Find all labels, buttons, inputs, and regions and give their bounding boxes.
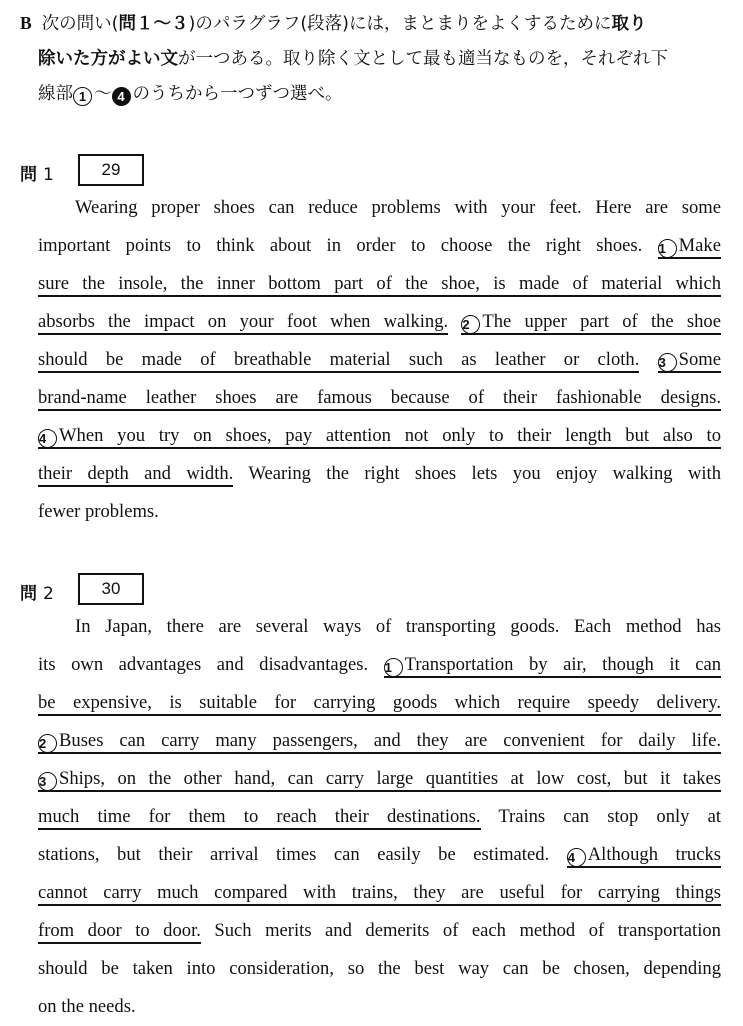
paragraph-line: In Japan, there are several ways of transporting goods. Each method has	[75, 616, 721, 637]
underlined-choice-2-start: 2 The upper part of the shoe	[461, 311, 721, 335]
answer-box-29[interactable]: 29	[78, 154, 144, 186]
paragraph-line: 2 Buses can carry many passengers, and they are convenient for daily life.	[38, 722, 721, 760]
paragraph-line: sure the insole, the inner bottom part of the shoe, is made of material which	[38, 265, 721, 303]
paragraph-line: 4 When you try on shoes, pay attention not only to their length but also to	[38, 417, 721, 455]
choice-1-marker: 1	[73, 87, 92, 106]
paragraph-line: Wearing proper shoes can reduce problems with your feet. Here are some	[75, 197, 721, 218]
question-2-label: 問 2	[20, 584, 54, 604]
paragraph-line: fewer problems.	[38, 501, 159, 522]
paragraph-line: much time for them to reach their destinations. Trains can stop only at	[38, 798, 721, 836]
instructions-line-2: 除いた方がよい文が一つある。取り除く文として最も適当なものを，それぞれ下	[38, 49, 668, 69]
paragraph-line: on the needs.	[38, 996, 136, 1017]
paragraph-line: important points to think about in order to choose the right shoes. 1 Make	[38, 227, 721, 265]
paragraph-line: absorbs the impact on your foot when walking. 2 The upper part of the shoe	[38, 303, 721, 341]
choice-marker-3: 3	[658, 353, 677, 372]
instructions	[20, 6, 725, 112]
choice-marker-2: 2	[38, 734, 57, 753]
instructions-line-1: B 次の問い(問１～３)のパラグラフ(段落)には，まとまりをよくするために取り	[20, 13, 647, 34]
paragraph-line: be expensive, is suitable for carrying goods which require speedy delivery.	[38, 684, 721, 722]
choice-marker-1: 1	[384, 658, 403, 677]
paragraph-line: should be taken into consideration, so the best way can be chosen, depending	[38, 958, 721, 979]
underlined-choice-3-start: 3 Some	[658, 349, 721, 373]
section-label: B	[20, 13, 32, 33]
paragraph-line: their depth and width. Wearing the right shoes lets you enjoy walking with	[38, 455, 721, 493]
paragraph-line: brand-name leather shoes are famous because of their fashionable designs.	[38, 379, 721, 417]
answer-box-30[interactable]: 30	[78, 573, 144, 605]
paragraph-line: from door to door. Such merits and demerits of each method of transportation	[38, 912, 721, 950]
question-1-paragraph	[38, 189, 721, 531]
paragraph-line: 3 Ships, on the other hand, can carry large quantities at low cost, but it takes	[38, 760, 721, 798]
question-2-paragraph	[38, 608, 721, 1026]
question-1-label: 問 1	[20, 165, 54, 185]
underlined-choice-1-start: 1 Make	[658, 235, 721, 259]
paragraph-line: should be made of breathable material such as leather or cloth. 3 Some	[38, 341, 721, 379]
choice-marker-4: 4	[38, 429, 57, 448]
choice-marker-3: 3	[38, 772, 57, 791]
paragraph-line: cannot carry much compared with trains, they are useful for carrying things	[38, 874, 721, 912]
paragraph-line: its own advantages and disadvantages. 1 Transportation by air, though it can	[38, 646, 721, 684]
choice-4-marker: 4	[112, 87, 131, 106]
paragraph-line: stations, but their arrival times can easily be estimated. 4 Although trucks	[38, 836, 721, 874]
choice-marker-1: 1	[658, 239, 677, 258]
instructions-line-3: 線部 1 ～ 4 のうちから一つずつ選べ。	[38, 84, 343, 104]
choice-marker-4: 4	[567, 848, 586, 867]
choice-marker-2: 2	[461, 315, 480, 334]
